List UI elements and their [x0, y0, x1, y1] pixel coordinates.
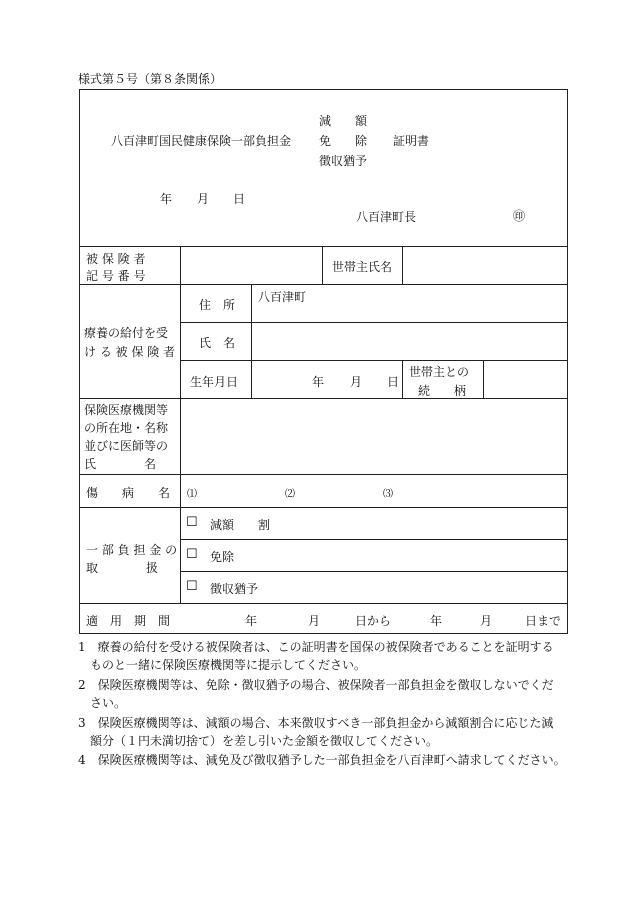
- certificate-label: 証明書: [393, 134, 430, 148]
- facility-label: 並びに医師等の: [84, 439, 169, 453]
- period-year-1: 年: [245, 614, 258, 628]
- divider: [180, 246, 181, 603]
- option-defer-label: 徴収猶予: [210, 582, 259, 596]
- birth-year: 年: [312, 375, 325, 389]
- divider: [180, 539, 568, 540]
- note-3: 3 保険医療機関等は、減額の場合、本来徴収すべき一部負担金から減額割合に応じた減: [78, 716, 554, 730]
- date-year: 年: [160, 192, 173, 206]
- facility-label: の所在地・名称: [84, 421, 169, 435]
- divider: [79, 474, 568, 475]
- note-2-cont: さい。: [78, 696, 127, 710]
- relation-label: 続 柄: [418, 384, 467, 398]
- note-2: 2 保険医療機関等は、免除・徴収猶予の場合、被保険者一部負担金を徴収しないでくだ: [78, 678, 554, 692]
- divider: [79, 507, 568, 508]
- divider: [251, 284, 252, 398]
- period-year-2: 年: [430, 614, 443, 628]
- note-1: 1 療養の給付を受ける被保険者は、この証明書を国保の被保険者であることを証明する: [78, 640, 554, 654]
- handling-label: 取 扱: [86, 561, 159, 575]
- date-month: 月: [197, 192, 210, 206]
- address-value: 八百津町: [258, 290, 307, 304]
- birth-month: 月: [350, 375, 363, 389]
- option-reduce-label: 減額 割: [210, 518, 271, 532]
- birth-day: 日: [387, 375, 400, 389]
- period-from: 日から: [355, 614, 392, 628]
- divider: [180, 360, 568, 361]
- note-3-cont: 額分（１円未満切捨て）を差し引いた金額を徴収してください。: [78, 734, 439, 748]
- date-day: 日: [233, 192, 246, 206]
- form-number: 様式第５号（第８条関係）: [78, 72, 223, 86]
- note-1-cont: ものと一緒に保険医療機関等に提示してください。: [78, 658, 367, 672]
- checkbox-exempt[interactable]: ☐: [186, 547, 198, 562]
- mayor-title: 八百津町長: [356, 210, 417, 224]
- divider: [483, 360, 484, 398]
- type-option-defer: 徴収猶予: [319, 154, 368, 168]
- disease-1: ⑴: [187, 489, 197, 500]
- period-until: 日まで: [525, 614, 562, 628]
- disease-2: ⑵: [285, 489, 295, 500]
- period-label: 適 用 期 間: [86, 614, 171, 628]
- period-month-1: 月: [308, 614, 321, 628]
- name-label: 氏 名: [199, 336, 236, 350]
- address-label: 住 所: [199, 298, 236, 312]
- town-label: 八百津町国民健康保険一部負担金: [111, 134, 292, 148]
- checkbox-reduce[interactable]: ☐: [186, 515, 198, 530]
- disease-3: ⑶: [383, 489, 393, 500]
- birth-date-label: 生年月日: [190, 375, 239, 389]
- divider: [79, 246, 568, 247]
- handling-label: 一 部 負 担 金 の: [86, 543, 178, 557]
- relation-label: 世帯主との: [409, 365, 470, 379]
- checkbox-defer[interactable]: ☐: [186, 579, 198, 594]
- insured-number-label: 記 号 番 号: [86, 269, 146, 283]
- note-4: 4 保険医療機関等は、減免及び徴収猶予した一部負担金を八百津町へ請求してください。: [78, 753, 566, 767]
- divider: [79, 603, 568, 604]
- disease-label: 傷 病 名: [86, 486, 171, 500]
- divider: [402, 360, 403, 398]
- divider: [322, 246, 323, 284]
- divider: [79, 284, 568, 285]
- household-head-label: 世帯主氏名: [332, 260, 393, 274]
- recipient-label: け る 被 保 険 者: [84, 345, 176, 359]
- type-option-reduce: 減 額: [319, 114, 368, 128]
- option-exempt-label: 免除: [210, 550, 235, 564]
- divider: [402, 246, 403, 284]
- seal-mark: ㊞: [513, 209, 526, 223]
- insured-number-label: 被 保 険 者: [86, 252, 146, 266]
- period-month-2: 月: [480, 614, 493, 628]
- facility-label: 保険医療機関等: [84, 403, 169, 417]
- type-option-exempt: 免 除: [319, 134, 368, 148]
- recipient-label: 療養の給付を受: [84, 326, 169, 340]
- divider: [180, 322, 568, 323]
- divider: [180, 571, 568, 572]
- facility-label: 氏 名: [84, 457, 157, 471]
- divider: [79, 398, 568, 399]
